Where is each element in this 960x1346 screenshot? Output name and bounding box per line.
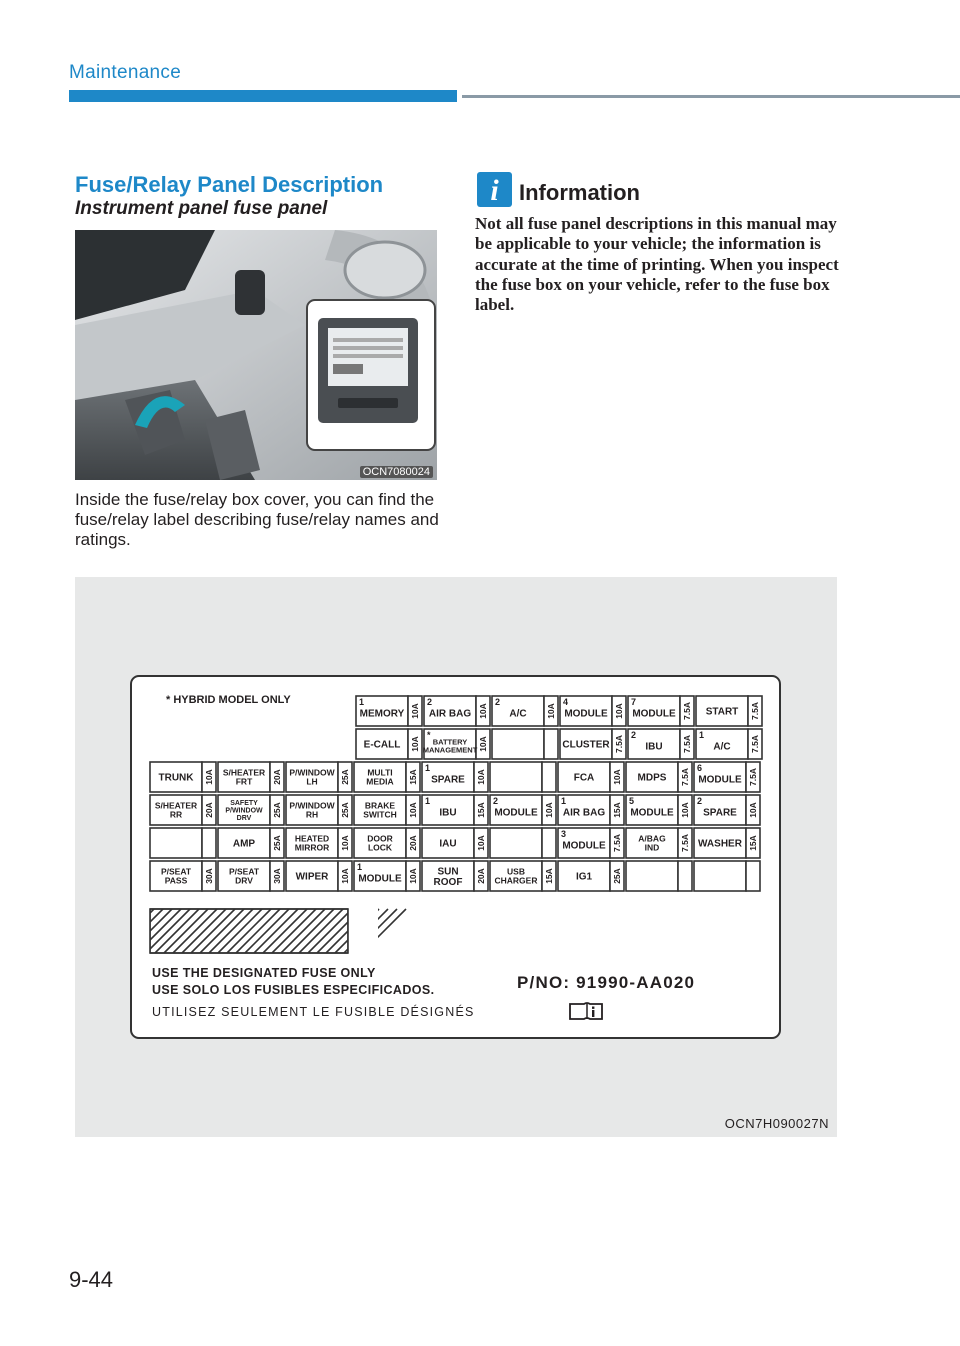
fuse-name: MIRROR [294,842,330,853]
fuse-cell [286,828,352,858]
fuse-label-panel [130,675,781,1039]
fuse-name: S/HEATER [154,800,198,811]
fuse-rating: 7.5A [612,834,622,852]
header-rule [462,95,960,98]
fuse-rating: 7.5A [680,768,690,786]
fuse-cell [626,828,692,858]
fuse-name: MEMORY [359,708,405,720]
owners-manual-icon [570,1003,602,1019]
fuse-name: MODULE [494,807,538,819]
body-paragraph: Inside the fuse/relay box cover, you can find the fuse/relay label describing fuse/relay names and ratings. [75,490,439,549]
fuse-num: 6 [697,763,703,773]
fuse-num: 1 [425,763,431,773]
fuse-name: MODULE [562,840,606,852]
fuse-name: A/C [713,741,731,753]
fuse-name: SWITCH [363,809,397,820]
fuse-rating: 15A [748,835,758,851]
fuse-cell [694,795,760,825]
fuse-rating: 7.5A [750,735,760,753]
fuse-cell [354,762,420,792]
fuse-rating: 10A [680,802,690,818]
fuse-name: P/WINDOW [225,807,263,815]
fuse-cell [286,795,352,825]
fuse-rating: 25A [272,802,282,818]
fuse-name: MODULE [632,708,676,720]
fuse-name: HEATED [294,833,330,844]
fuse-num: 1 [425,796,431,806]
fuse-cell [492,729,558,759]
fuse-cell [354,795,420,825]
fuse-num: 2 [631,730,637,740]
fuse-rating: 25A [340,802,350,818]
fuse-name: IBU [439,807,457,819]
fuse-name: USB [507,866,525,877]
fuse-name: MANAGEMENT [422,745,478,755]
info-title: Information [519,180,640,205]
info-body: Not all fuse panel descriptions in this manual may be applicable to your vehicle; the information is accurate at the time of printing. When you inspect the fuse box on your vehicle, refer to the fuse box label. [475,214,839,315]
fuse-name: CLUSTER [562,739,610,751]
fuse-cell [628,729,694,759]
fuse-num: * [427,730,431,740]
fuse-cell [354,861,420,891]
fuse-name: A/BAG [638,833,666,844]
fuse-rating: 10A [612,769,622,785]
fuse-name: AIR BAG [428,708,472,720]
fuse-rating: 10A [408,868,418,884]
fuse-name: IBU [645,741,663,753]
section-header: Maintenance [69,62,182,83]
fuse-name: P/SEAT [228,866,260,877]
fuse-cell [150,828,216,858]
fuse-cell [424,696,490,726]
fuse-cell [558,828,624,858]
fuse-cell [150,861,216,891]
info-icon: i [477,172,512,207]
fuse-rating: 10A [544,802,554,818]
fuse-rating: 20A [204,802,214,818]
fuse-cell [560,696,626,726]
fuse-name: LH [306,776,318,787]
fuse-name: ROOF [433,876,463,888]
fuse-cell [490,795,556,825]
fuse-cell [560,729,626,759]
fuse-name: MDPS [637,772,667,784]
fuse-panel-photo [75,230,437,480]
fuse-rating: 10A [340,868,350,884]
fuse-rating: 15A [544,868,554,884]
fuse-rating: 7.5A [750,702,760,720]
fuse-name: IAU [439,838,457,850]
fuse-name: BATTERY [432,737,468,747]
fuse-cell [626,762,692,792]
fuse-rating: 15A [476,802,486,818]
fuse-cell [218,795,284,825]
fuse-num: 7 [631,697,637,707]
fuse-num: 3 [561,829,567,839]
fuse-num: 4 [563,697,569,707]
fuse-cell [356,729,422,759]
fuse-num: 2 [427,697,433,707]
fuse-name: P/WINDOW [289,800,335,811]
fuse-num: 5 [629,796,635,806]
fuse-label-svg [132,677,783,1041]
fuse-name: MODULE [698,774,742,786]
fuse-rating: 25A [340,769,350,785]
fuse-cell [150,795,216,825]
fuse-cell [286,762,352,792]
fuse-name: CHARGER [494,875,538,886]
fuse-rating: 25A [612,868,622,884]
fuse-num: 1 [699,730,705,740]
fuse-cell [422,861,488,891]
fuse-cell [423,729,490,759]
fuse-name: AMP [232,838,256,850]
subsection-title: Instrument panel fuse panel [75,198,328,219]
fuse-rating: 15A [612,802,622,818]
fuse-cell [490,762,556,792]
fuse-name: WIPER [295,871,329,883]
fuse-num: 1 [359,697,365,707]
fuse-rating: 10A [478,703,488,719]
fuse-name: RH [305,809,319,820]
fuse-cell [558,795,624,825]
fuse-name: TRUNK [158,772,194,784]
fuse-rating: 7.5A [682,735,692,753]
fuse-rating: 10A [476,835,486,851]
fuse-cell [626,861,692,891]
fuse-name: DRV [236,814,252,822]
fuse-name: MODULE [630,807,674,819]
fuse-cell [422,828,488,858]
fuse-name: SPARE [703,807,737,819]
fuse-rating: 7.5A [680,834,690,852]
fuse-cell [490,861,556,891]
fuse-cell [286,861,352,891]
fuse-rating: 10A [410,736,420,752]
fuse-cell [354,828,420,858]
fuse-name: DRV [235,875,253,886]
fuse-rating: 10A [546,703,556,719]
fuse-rating: 10A [410,703,420,719]
fuse-num: 1 [561,796,567,806]
fuse-rating: 10A [204,769,214,785]
fuse-rating: 20A [272,769,282,785]
fuse-rating: 7.5A [682,702,692,720]
fuse-name: START [705,706,739,718]
fuse-rating: 10A [748,802,758,818]
fuse-name: A/C [509,708,527,720]
fuse-name: LOCK [367,842,393,853]
fuse-name: E-CALL [363,739,401,751]
hatched-area [132,907,406,957]
page-number: 9-44 [69,1267,114,1292]
warning-english: USE THE DESIGNATED FUSE ONLY [152,966,376,980]
fuse-cell [696,696,762,726]
fuse-rating: 10A [614,703,624,719]
fuse-name: P/WINDOW [289,767,335,778]
fuse-name: MEDIA [366,776,394,787]
fuse-name: SAFETY [230,800,258,808]
fuse-cell [490,828,556,858]
fuse-name: P/SEAT [160,866,192,877]
fuse-cell [558,762,624,792]
fuse-rating: 10A [340,835,350,851]
fuse-rating: 10A [478,736,488,752]
fuse-name: S/HEATER [222,767,266,778]
fuse-name: MODULE [358,873,402,885]
fuse-label-diagram [75,577,837,1137]
fuse-cell [696,729,762,759]
fuse-cell [356,696,422,726]
part-number: P/NO: 91990-AA020 [517,973,696,992]
hybrid-note: * HYBRID MODEL ONLY [166,694,291,706]
fuse-name: RR [169,809,183,820]
section-title: Fuse/Relay Panel Description [75,172,384,197]
fuse-cell [422,762,488,792]
fuse-name: IND [644,842,660,853]
fuse-name: PASS [164,875,188,886]
fuse-name: IG1 [575,871,593,883]
fuse-cell [626,795,692,825]
fuse-name: AIR BAG [562,807,606,819]
fuse-cell [422,795,488,825]
fuse-rating: 30A [272,868,282,884]
fuse-cell [218,828,284,858]
fuse-rating: 15A [408,769,418,785]
header-accent-bar [69,90,457,102]
fuse-cell [218,762,284,792]
fuse-rating: 25A [272,835,282,851]
fuse-name: DOOR [367,833,393,844]
fuse-name: FCA [573,772,595,784]
fuse-name: BRAKE [364,800,396,811]
fuse-name: MULTI [367,767,393,778]
fuse-rating: 10A [408,802,418,818]
fuse-rating: 7.5A [748,768,758,786]
fuse-cell [694,762,760,792]
fuse-name: MODULE [564,708,608,720]
fuse-name: SPARE [431,774,465,786]
fuse-rating: 10A [476,769,486,785]
fuse-name: WASHER [698,838,742,850]
diagram-code: OCN7H090027N [724,1116,829,1131]
fuse-cell [694,861,760,891]
fuse-rating: 30A [204,868,214,884]
fuse-cell [150,762,216,792]
fuse-rating: 7.5A [614,735,624,753]
fuse-num: 2 [697,796,703,806]
warning-french: UTILISEZ SEULEMENT LE FUSIBLE DÉSIGNÉS [152,1005,475,1019]
fuse-num: 2 [493,796,499,806]
fuse-cell [558,861,624,891]
fuse-cell [492,696,558,726]
fuse-name: FRT [235,776,253,787]
fuse-cell [628,696,694,726]
fuse-cell [218,861,284,891]
fuse-num: 2 [495,697,501,707]
fuse-rating: 20A [408,835,418,851]
photo-code: OCN7080024 [360,466,433,478]
warning-spanish: USE SOLO LOS FUSIBLES ESPECIFICADOS. [152,983,435,997]
dashboard-illustration [75,230,437,480]
fuse-rating: 20A [476,868,486,884]
fuse-num: 1 [357,862,363,872]
fuse-cell [694,828,760,858]
fuse-name: SUN [437,866,459,878]
